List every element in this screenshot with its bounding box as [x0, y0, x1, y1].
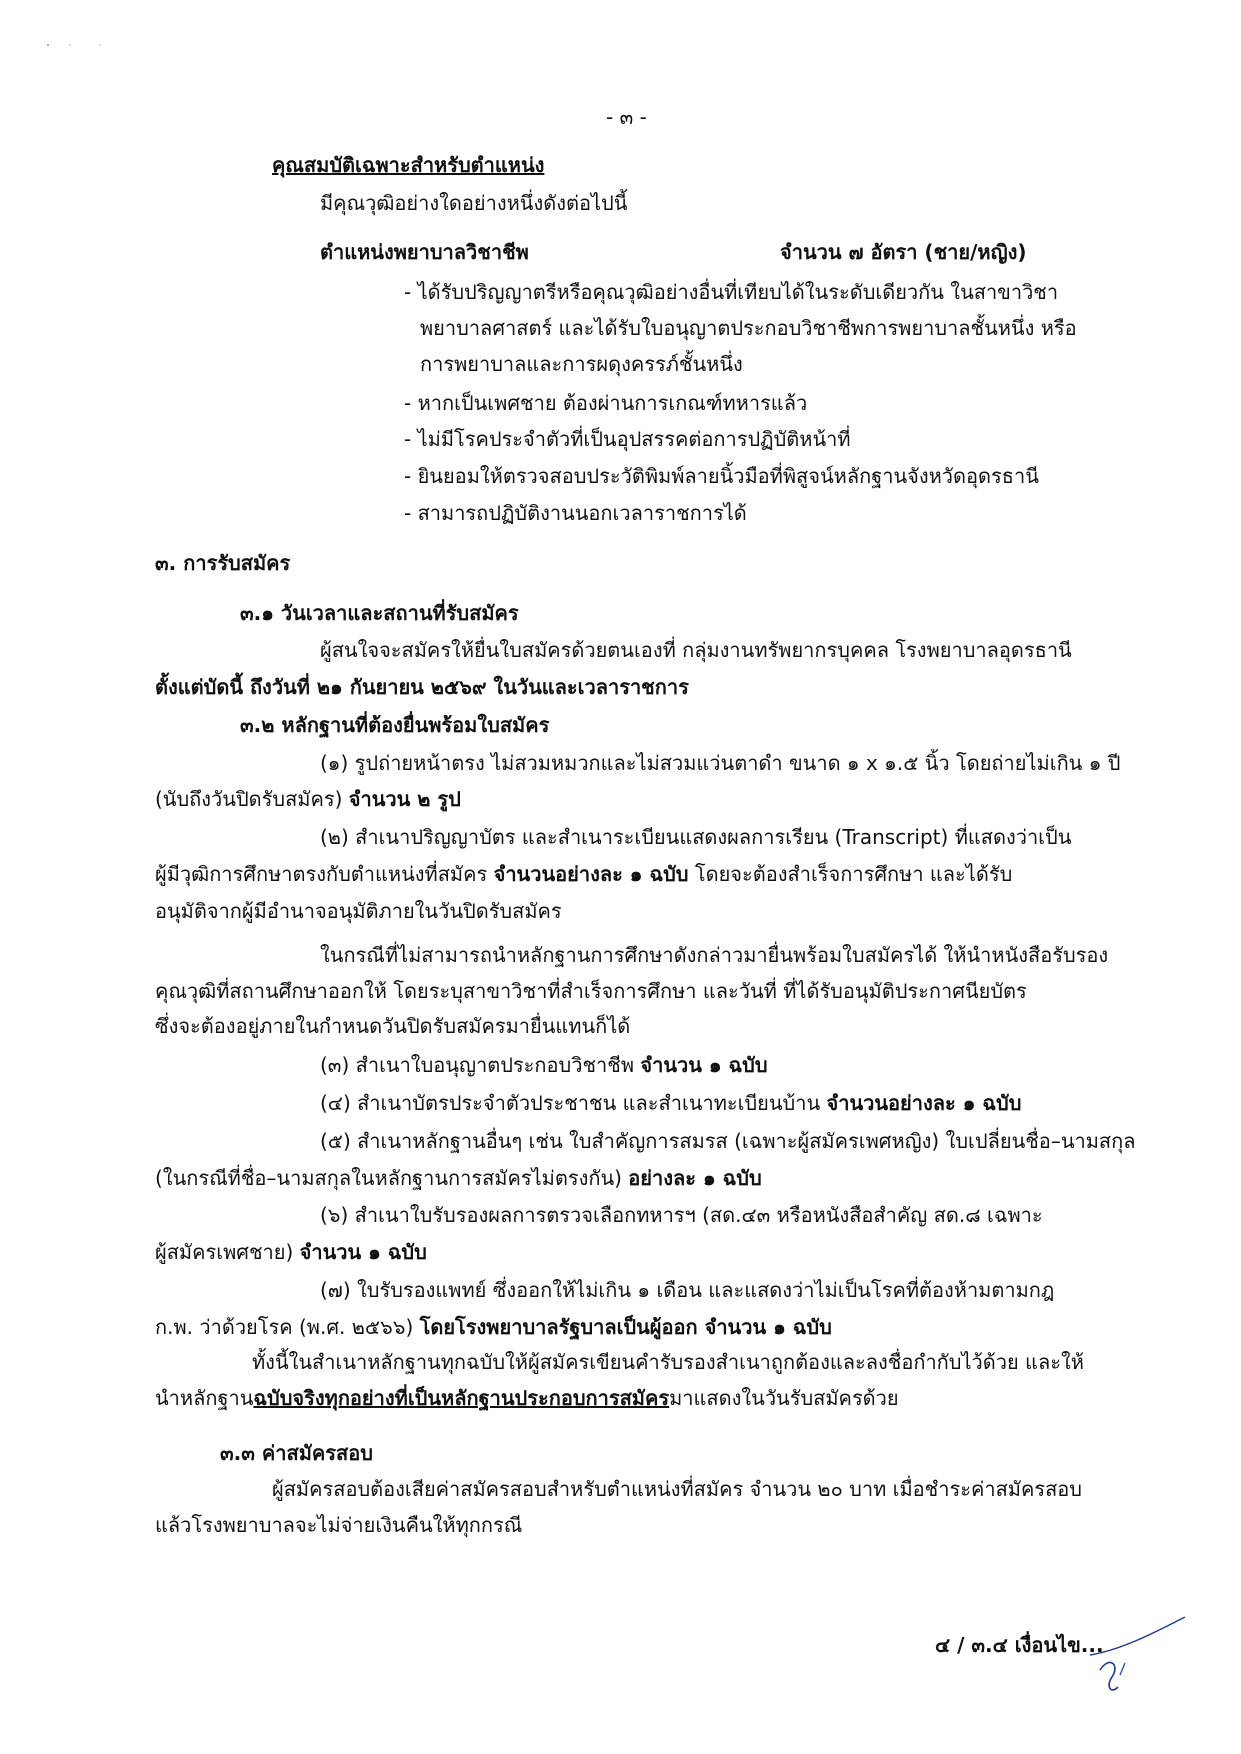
item-2-quantity: จำนวนอย่างละ ๑ ฉบับ: [493, 862, 689, 886]
item-7-quantity: โดยโรงพยาบาลรัฐบาลเป็นผู้ออก จำนวน ๑ ฉบับ: [419, 1315, 832, 1339]
qualification-1-line-2: พยาบาลศาสตร์ และได้รับใบอนุญาตประกอบวิชาชีพการพยาบาลชั้นหนึ่ง หรือ: [420, 316, 1077, 340]
qualification-4: - ยินยอมให้ตรวจสอบประวัติพิมพ์ลายนิ้วมือที่พิสูจน์หลักฐานจังหวัดอุดรธานี: [404, 464, 1039, 488]
qualification-1-line-1: - ได้รับปริญญาตรีหรือคุณวุฒิอย่างอื่นที่เทียบได้ในระดับเดียวกัน ในสาขาวิชา: [404, 280, 1059, 304]
item-1-text: (นับถึงวันปิดรับสมัคร): [155, 787, 349, 811]
item-5-line-1: (๕) สำเนาหลักฐานอื่นๆ เช่น ใบสำคัญการสมรส (เฉพาะผู้สมัครเพศหญิง) ใบเปลี่ยนชื่อ–นามสกุล: [320, 1129, 1136, 1153]
item-4-quantity: จำนวนอย่างละ ๑ ฉบับ: [826, 1091, 1022, 1115]
item-2-note-line-2: คุณวุฒิที่สถานศึกษาออกให้ โดยระบุสาขาวิชาที่สำเร็จการศึกษา และวันที่ ที่ได้รับอนุมัติประกาศนียบัตร: [155, 979, 1027, 1003]
item-3-text: (๓) สำเนาใบอนุญาตประกอบวิชาชีพ: [320, 1053, 641, 1077]
item-7-line-1: (๗) ใบรับรองแพทย์ ซึ่งออกให้ไม่เกิน ๑ เดือน และแสดงว่าไม่เป็นโรคที่ต้องห้ามตามกฎ: [320, 1278, 1055, 1302]
documents-note-text: นำหลักฐาน: [155, 1386, 254, 1410]
position-title: ตำแหน่งพยาบาลวิชาชีพ: [320, 240, 529, 264]
section-3-3-line-1: ผู้สมัครสอบต้องเสียค่าสมัครสอบสำหรับตำแหน่งที่สมัคร จำนวน ๒๐ บาท เมื่อชำระค่าสมัครสอบ: [272, 1477, 1082, 1501]
spec-heading: คุณสมบัติเฉพาะสำหรับตำแหน่ง: [272, 153, 545, 177]
item-6-line-1: (๖) สำเนาใบรับรองผลการตรวจเลือกทหารฯ (สด.๔๓ หรือหนังสือสำคัญ สด.๘ เฉพาะ: [320, 1203, 1043, 1227]
qualification-1-line-3: การพยาบาลและการผดุงครรภ์ชั้นหนึ่ง: [420, 352, 743, 376]
item-6-line-2: [155, 1237, 427, 1267]
item-3: [320, 1050, 768, 1080]
section-3-1-line-1: ผู้สนใจจะสมัครให้ยื่นใบสมัครด้วยตนเองที่ กลุ่มงานทรัพยากรบุคคล โรงพยาบาลอุดรธานี: [320, 638, 1072, 662]
qualification-2: - หากเป็นเพศชาย ต้องผ่านการเกณฑ์ทหารแล้ว: [404, 391, 808, 415]
item-1-quantity: จำนวน ๒ รูป: [348, 787, 461, 811]
item-2-note-line-1: ในกรณีที่ไม่สามารถนำหลักฐานการศึกษาดังกล่าวมายื่นพร้อมใบสมัครได้ ให้นำหนังสือรับรอง: [320, 943, 1109, 967]
item-2-line-2: [155, 859, 1012, 889]
scan-specks: [40, 40, 120, 50]
item-6-text: ผู้สมัครเพศชาย): [155, 1240, 300, 1264]
page-number: - ๓ -: [606, 105, 647, 129]
item-2-line-1: (๒) สำเนาปริญญาบัตร และสำเนาระเบียนแสดงผลการเรียน (Transcript) ที่แสดงว่าเป็น: [320, 825, 1072, 849]
item-1-line-2: [155, 784, 461, 814]
documents-note-line-1: ทั้งนี้ในสำเนาหลักฐานทุกฉบับให้ผู้สมัครเขียนคำรับรองสำเนาถูกต้องและลงชื่อกำกับไว้ด้วย และให้: [252, 1350, 1084, 1374]
item-5-line-2: [155, 1163, 762, 1193]
section-3-2-title: ๓.๒ หลักฐานที่ต้องยื่นพร้อมใบสมัคร: [240, 713, 550, 737]
item-6-quantity: จำนวน ๑ ฉบับ: [299, 1240, 427, 1264]
qualification-5: - สามารถปฏิบัติงานนอกเวลาราชการได้: [404, 501, 747, 525]
section-3-3-line-2: แล้วโรงพยาบาลจะไม่จ่ายเงินคืนให้ทุกกรณี: [155, 1513, 523, 1537]
item-3-quantity: จำนวน ๑ ฉบับ: [640, 1053, 768, 1077]
qualification-3: - ไม่มีโรคประจำตัวที่เป็นอุปสรรคต่อการปฏิบัติหน้าที่: [404, 427, 851, 451]
spec-intro: มีคุณวุฒิอย่างใดอย่างหนึ่งดังต่อไปนี้: [320, 191, 628, 215]
item-2-line-3: อนุมัติจากผู้มีอำนาจอนุมัติภายในวันปิดรับสมัคร: [155, 899, 562, 923]
item-1-line-1: (๑) รูปถ่ายหน้าตรง ไม่สวมหมวกและไม่สวมแว่นตาดำ ขนาด ๑ x ๑.๕ นิ้ว โดยถ่ายไม่เกิน ๑ ปี: [320, 751, 1121, 775]
item-7-text: ก.พ. ว่าด้วยโรค (พ.ศ. ๒๕๖๖): [155, 1315, 420, 1339]
item-4: [320, 1088, 1021, 1118]
continuation-note: ๔ / ๓.๔ เงื่อนไข...: [935, 1633, 1104, 1657]
item-7-line-2: [155, 1312, 832, 1342]
documents-note-text-rest: มาแสดงในวันรับสมัครด้วย: [669, 1386, 899, 1410]
handwritten-initials: [1080, 1615, 1190, 1705]
documents-note-emphasis: ฉบับจริงทุกอย่างที่เป็นหลักฐานประกอบการสมัคร: [253, 1386, 670, 1410]
item-5-quantity: อย่างละ ๑ ฉบับ: [628, 1166, 762, 1190]
item-4-text: (๔) สำเนาบัตรประจำตัวประชาชน และสำเนาทะเบียนบ้าน: [320, 1091, 827, 1115]
item-5-text: (ในกรณีที่ชื่อ–นามสกุลในหลักฐานการสมัครไม่ตรงกัน): [155, 1166, 629, 1190]
item-2-text-rest: โดยจะต้องสำเร็จการศึกษา และได้รับ: [688, 862, 1013, 886]
section-3-1-line-2: ตั้งแต่บัดนี้ ถึงวันที่ ๒๑ กันยายน ๒๕๖๙ ในวันและเวลาราชการ: [155, 675, 689, 699]
documents-note-line-2: [155, 1383, 899, 1413]
section-3-title: ๓. การรับสมัคร: [155, 551, 291, 575]
item-2-note-line-3: ซึ่งจะต้องอยู่ภายในกำหนดวันปิดรับสมัครมายื่นแทนก็ได้: [155, 1014, 631, 1038]
item-2-text: ผู้มีวุฒิการศึกษาตรงกับตำแหน่งที่สมัคร: [155, 862, 494, 886]
section-3-1-title: ๓.๑ วันเวลาและสถานที่รับสมัคร: [240, 601, 519, 625]
position-count: จำนวน ๗ อัตรา (ชาย/หญิง): [780, 240, 1027, 264]
section-3-3-title: ๓.๓ ค่าสมัครสอบ: [220, 1441, 373, 1465]
